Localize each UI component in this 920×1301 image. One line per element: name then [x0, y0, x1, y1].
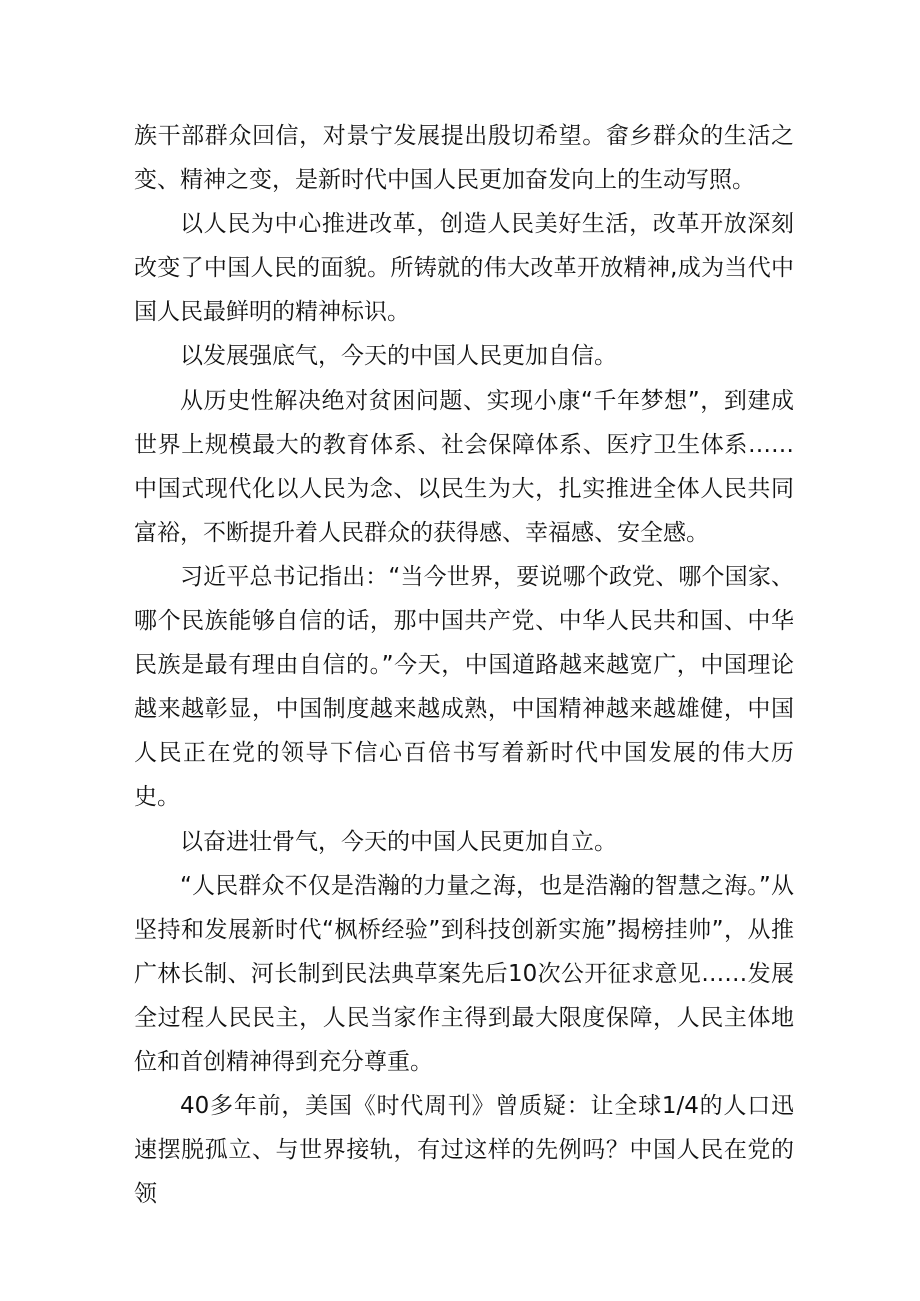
paragraph-4: 从历史性解决绝对贫困问题、实现小康“千年梦想”，到建成世界上规模最大的教育体系、社会保障体系、医疗卫生体系……中国式现代化以人民为念、以民生为大，扎实推进全体人民共同富裕，不断提升着人民群众的获得感、幸福感、安全感。	[134, 387, 794, 546]
paragraph-3: 以发展强底气，今天的中国人民更加自信。	[180, 343, 617, 370]
paragraph-5: 习近平总书记指出：“当今世界，要说哪个政党、哪个国家、哪个民族能够自信的话，那中国共产党、中华人民共和国、中华民族是最有理由自信的。”今天，中国道路越来越宽广，中国理论越来越彰显，中国制度越来越成熟，中国精神越来越雄健，中国人民正在党的领导下信心百倍书写着新时代中国发展的伟大历史。	[134, 563, 794, 811]
paragraph-6: 以奋进壮骨气，今天的中国人民更加自立。	[180, 828, 617, 855]
paragraph-7: “人民群众不仅是浩瀚的力量之海，也是浩瀚的智慧之海。”从坚持和发展新时代“枫桥经验”到科技创新实施”揭榜挂帅”，从推广林长制、河长制到民法典草案先后10次公开征求意见……发展全过程人民民主，人民当家作主得到最大限度保障，人民主体地位和首创精神得到充分尊重。	[134, 872, 794, 1075]
paragraph-1: 族干部群众回信，对景宁发展提出殷切希望。畲乡群众的生活之变、精神之变，是新时代中国人民更加奋发向上的生动写照。	[134, 123, 794, 194]
paragraph-8: 40多年前，美国《时代周刊》曾质疑：让全球1/4的人口迅速摆脱孤立、与世界接轨，有过这样的先例吗？中国人民在党的领	[134, 1093, 794, 1208]
paragraph-2: 以人民为中心推进改革，创造人民美好生活，改革开放深刻改变了中国人民的面貌。所铸就的伟大改革开放精神,成为当代中国人民最鲜明的精神标识。	[134, 211, 794, 326]
article-body	[134, 114, 794, 1216]
